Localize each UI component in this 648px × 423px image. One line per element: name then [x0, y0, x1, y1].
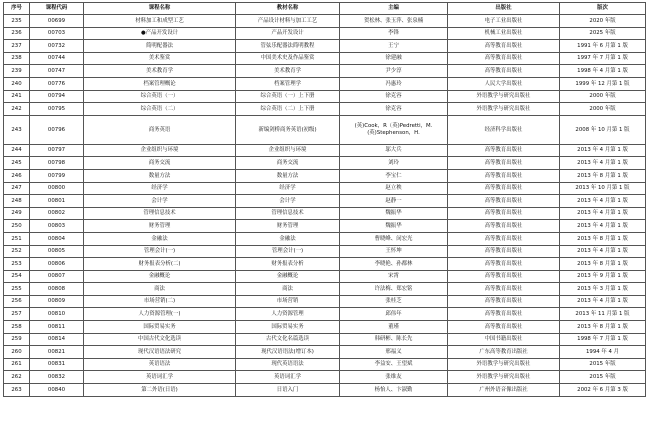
cell-editor: (英)Cook，R（英)Pedretti，M.(英)Stephenson，H. [340, 115, 448, 144]
cell-index: 236 [4, 27, 30, 40]
cell-textbook-name: 财务管理 [236, 220, 340, 233]
cell-editor: 董瑾 [340, 321, 448, 334]
cell-textbook-name: 金融法 [236, 232, 340, 245]
cell-index: 250 [4, 220, 30, 233]
cell-editor: 王怀坤 [340, 245, 448, 258]
textbook-table [3, 2, 646, 397]
cell-publisher: 广州外语音像出版社 [448, 384, 560, 397]
cell-textbook-name: 管理信息技术 [236, 207, 340, 220]
cell-publisher: 高等教育出版社 [448, 157, 560, 170]
cell-publisher: 高等教育出版社 [448, 245, 560, 258]
cell-index: 263 [4, 384, 30, 397]
cell-textbook-name: 新编剑桥商务英语(初级) [236, 115, 340, 144]
table-row [4, 283, 646, 296]
cell-publisher: 中国书籍出版社 [448, 333, 560, 346]
header-textbook-name: 教材名称 [236, 3, 340, 15]
cell-publisher: 人民大学出版社 [448, 77, 560, 90]
cell-edition: 2013 年 4 月第 1 版 [560, 195, 646, 208]
cell-course-code: 00797 [30, 144, 84, 157]
cell-publisher: 高等教育出版社 [448, 283, 560, 296]
cell-course-code: 00796 [30, 115, 84, 144]
cell-edition: 2013 年 8 月第 1 版 [560, 232, 646, 245]
cell-publisher: 外语教学与研究出版社 [448, 90, 560, 103]
cell-course-name: 档案管理概论 [84, 77, 236, 90]
cell-textbook-name: 美术教育学 [236, 65, 340, 78]
cell-index: 235 [4, 15, 30, 28]
cell-editor: 赵立秧 [340, 182, 448, 195]
cell-textbook-name: 金融概论 [236, 270, 340, 283]
cell-index: 251 [4, 232, 30, 245]
cell-edition: 2015 年版 [560, 371, 646, 384]
cell-textbook-name: 英语词汇学 [236, 371, 340, 384]
cell-course-name: 第二外语(日语) [84, 384, 236, 397]
cell-course-name: 中国古代文化选读 [84, 333, 236, 346]
cell-index: 252 [4, 245, 30, 258]
cell-course-code: 00703 [30, 27, 84, 40]
cell-course-name: 管理会计(一) [84, 245, 236, 258]
cell-editor: 韩研彬、陈长先 [340, 333, 448, 346]
cell-editor: 邬大兵 [340, 144, 448, 157]
table-row [4, 195, 646, 208]
cell-index: 239 [4, 65, 30, 78]
cell-editor: 赵静一 [340, 195, 448, 208]
cell-course-name: 经济学 [84, 182, 236, 195]
table-row [4, 182, 646, 195]
cell-editor: 李晓艳、孙都林 [340, 258, 448, 271]
cell-textbook-name: 会计学 [236, 195, 340, 208]
cell-index: 249 [4, 207, 30, 220]
table-row [4, 270, 646, 283]
cell-index: 258 [4, 321, 30, 334]
header-index: 序号 [4, 3, 30, 15]
cell-textbook-name: 商法 [236, 283, 340, 296]
cell-index: 259 [4, 333, 30, 346]
cell-publisher: 高等教育出版社 [448, 65, 560, 78]
cell-editor: 刘玲 [340, 157, 448, 170]
table-header-row [4, 3, 646, 15]
cell-course-name: 金融法 [84, 232, 236, 245]
cell-edition: 1999 年 12 月第 1 版 [560, 77, 646, 90]
cell-edition: 2002 年 6 月第 3 版 [560, 384, 646, 397]
cell-index: 262 [4, 371, 30, 384]
table-row [4, 15, 646, 28]
table-row [4, 103, 646, 116]
cell-course-code: 00699 [30, 15, 84, 28]
table-row [4, 90, 646, 103]
cell-edition: 2013 年 9 月第 1 版 [560, 270, 646, 283]
cell-publisher: 高等教育出版社 [448, 207, 560, 220]
cell-index: 241 [4, 90, 30, 103]
cell-textbook-name: 人力资源管理 [236, 308, 340, 321]
cell-course-name: 英语语法 [84, 358, 236, 371]
table-row [4, 65, 646, 78]
cell-course-code: 00809 [30, 295, 84, 308]
cell-textbook-name: 古代文化名篇选读 [236, 333, 340, 346]
cell-course-code: 00810 [30, 308, 84, 321]
table-row [4, 258, 646, 271]
cell-course-code: 00808 [30, 283, 84, 296]
cell-index: 260 [4, 346, 30, 359]
cell-editor: 邱伟年 [340, 308, 448, 321]
cell-index: 257 [4, 308, 30, 321]
cell-course-code: 00840 [30, 384, 84, 397]
cell-index: 238 [4, 52, 30, 65]
table-row [4, 371, 646, 384]
cell-edition: 2013 年 10 月第 1 版 [560, 182, 646, 195]
cell-course-name: 综合英语（一） [84, 90, 236, 103]
cell-course-name: 会计学 [84, 195, 236, 208]
cell-course-name: 现代汉语语法研究 [84, 346, 236, 359]
table-row [4, 115, 646, 144]
cell-editor: 徐建融 [340, 52, 448, 65]
cell-editor: 邢福义 [340, 346, 448, 359]
cell-textbook-name: 现代汉语语法(增订本) [236, 346, 340, 359]
cell-course-code: 00798 [30, 157, 84, 170]
cell-edition: 2008 年 10 月第 1 版 [560, 115, 646, 144]
header-editor: 主编 [340, 3, 448, 15]
cell-textbook-name: 国际贸易实务 [236, 321, 340, 334]
cell-editor: 李锋 [340, 27, 448, 40]
cell-editor: 宋霄 [340, 270, 448, 283]
table-row [4, 358, 646, 371]
table-row [4, 232, 646, 245]
cell-textbook-name: 经济学 [236, 182, 340, 195]
cell-course-code: 00831 [30, 358, 84, 371]
cell-publisher: 高等教育出版社 [448, 308, 560, 321]
cell-edition: 2013 年 4 月第 1 版 [560, 207, 646, 220]
cell-editor: 张桂芝 [340, 295, 448, 308]
table-row [4, 40, 646, 53]
cell-publisher: 高等教育出版社 [448, 321, 560, 334]
cell-editor: 魏振华 [340, 207, 448, 220]
cell-course-name: 商务英语 [84, 115, 236, 144]
cell-editor: 贺松林、张玉萍、张泉楠 [340, 15, 448, 28]
cell-textbook-name: 综合英语（一）上下册 [236, 90, 340, 103]
cell-course-code: 00814 [30, 333, 84, 346]
cell-edition: 2013 年 4 月第 1 版 [560, 245, 646, 258]
cell-editor: 魏振华 [340, 220, 448, 233]
cell-editor: 李宝仁 [340, 169, 448, 182]
cell-index: 248 [4, 195, 30, 208]
cell-edition: 2013 年 4 月第 1 版 [560, 295, 646, 308]
table-row [4, 169, 646, 182]
cell-editor: 徐克容 [340, 103, 448, 116]
cell-index: 256 [4, 295, 30, 308]
cell-textbook-name: 档案管理学 [236, 77, 340, 90]
cell-editor: 杨怡人、卞淑勤 [340, 384, 448, 397]
table-row [4, 333, 646, 346]
cell-course-code: 00803 [30, 220, 84, 233]
cell-publisher: 高等教育出版社 [448, 295, 560, 308]
cell-course-code: 00821 [30, 346, 84, 359]
cell-editor: 王宁 [340, 40, 448, 53]
cell-course-code: 00801 [30, 195, 84, 208]
cell-index: 255 [4, 283, 30, 296]
cell-editor: 徐克容 [340, 90, 448, 103]
cell-edition: 2013 年 4 月第 1 版 [560, 157, 646, 170]
cell-textbook-name: 中国美术史及作品鉴赏 [236, 52, 340, 65]
cell-course-name: 财务管理 [84, 220, 236, 233]
cell-textbook-name: 管理会计(一) [236, 245, 340, 258]
cell-index: 242 [4, 103, 30, 116]
cell-editor: 李益安、王望斌 [340, 358, 448, 371]
cell-textbook-name: 数量方法 [236, 169, 340, 182]
table-row [4, 384, 646, 397]
cell-course-name: 商法 [84, 283, 236, 296]
header-course-name: 课程名称 [84, 3, 236, 15]
header-publisher: 出版社 [448, 3, 560, 15]
cell-course-name: 人力资源管理(一) [84, 308, 236, 321]
cell-index: 246 [4, 169, 30, 182]
cell-publisher: 外语教学与研究出版社 [448, 358, 560, 371]
table-body [4, 15, 646, 397]
cell-editor: 曹晓峰、闵宏光 [340, 232, 448, 245]
cell-publisher: 外语教学与研究出版社 [448, 371, 560, 384]
table-row [4, 27, 646, 40]
table-row [4, 321, 646, 334]
cell-index: 253 [4, 258, 30, 271]
cell-publisher: 外语教学与研究出版社 [448, 103, 560, 116]
cell-publisher: 高等教育出版社 [448, 258, 560, 271]
table-row [4, 77, 646, 90]
cell-course-name: 综合英语（二） [84, 103, 236, 116]
cell-textbook-name: 产品设计材料与加工工艺 [236, 15, 340, 28]
table-row [4, 207, 646, 220]
cell-textbook-name: 现代英语语法 [236, 358, 340, 371]
cell-course-code: 00800 [30, 182, 84, 195]
cell-course-name: 英语词汇学 [84, 371, 236, 384]
cell-course-name: ●产品开发设计 [84, 27, 236, 40]
cell-course-name: 数量方法 [84, 169, 236, 182]
cell-publisher: 高等教育出版社 [448, 195, 560, 208]
cell-edition: 1998 年 4 月第 1 版 [560, 65, 646, 78]
cell-textbook-name: 日语入门 [236, 384, 340, 397]
table-row [4, 52, 646, 65]
cell-course-name: 材料加工和成型工艺 [84, 15, 236, 28]
cell-edition: 2013 年 8 月第 1 版 [560, 321, 646, 334]
cell-edition: 1994 年 4 月 [560, 346, 646, 359]
cell-course-name: 管理信息技术 [84, 207, 236, 220]
cell-edition: 2013 年 4 月第 1 版 [560, 144, 646, 157]
cell-edition: 2013 年 8 月第 1 版 [560, 169, 646, 182]
cell-edition: 1991 年 6 月第 1 版 [560, 40, 646, 53]
cell-course-code: 00799 [30, 169, 84, 182]
cell-textbook-name: 企业组织与环境 [236, 144, 340, 157]
cell-course-name: 市场营销(二) [84, 295, 236, 308]
cell-course-name: 财务报表分析(二) [84, 258, 236, 271]
header-edition: 版次 [560, 3, 646, 15]
cell-editor: 张维友 [340, 371, 448, 384]
cell-publisher: 高等教育出版社 [448, 220, 560, 233]
cell-publisher: 机械工业出版社 [448, 27, 560, 40]
cell-course-code: 00794 [30, 90, 84, 103]
header-course-code: 课程代码 [30, 3, 84, 15]
cell-textbook-name: 产品开发设计 [236, 27, 340, 40]
cell-publisher: 高等教育出版社 [448, 144, 560, 157]
table-row [4, 245, 646, 258]
cell-publisher: 电子工业出版社 [448, 15, 560, 28]
cell-course-code: 00732 [30, 40, 84, 53]
cell-course-code: 00776 [30, 77, 84, 90]
cell-index: 261 [4, 358, 30, 371]
cell-textbook-name: 商务交流 [236, 157, 340, 170]
cell-publisher: 广东高等教育出版社 [448, 346, 560, 359]
cell-course-name: 美术教育学 [84, 65, 236, 78]
cell-edition: 2000 年版 [560, 103, 646, 116]
cell-textbook-name: 综合英语（二）上下册 [236, 103, 340, 116]
cell-course-code: 00804 [30, 232, 84, 245]
cell-edition: 2013 年 11 月第 1 版 [560, 308, 646, 321]
cell-index: 245 [4, 157, 30, 170]
table-row [4, 295, 646, 308]
cell-publisher: 高等教育出版社 [448, 182, 560, 195]
cell-textbook-name: 市场营销 [236, 295, 340, 308]
table-row [4, 144, 646, 157]
table-row [4, 308, 646, 321]
cell-textbook-name: 管弦乐配器法简明教程 [236, 40, 340, 53]
cell-course-name: 商务交流 [84, 157, 236, 170]
cell-index: 247 [4, 182, 30, 195]
cell-course-code: 00806 [30, 258, 84, 271]
cell-publisher: 高等教育出版社 [448, 232, 560, 245]
cell-index: 254 [4, 270, 30, 283]
cell-edition: 2000 年版 [560, 90, 646, 103]
cell-index: 240 [4, 77, 30, 90]
cell-course-code: 00744 [30, 52, 84, 65]
cell-course-name: 美术鉴赏 [84, 52, 236, 65]
cell-edition: 2013 年 8 月第 1 版 [560, 258, 646, 271]
cell-edition: 2015 年版 [560, 358, 646, 371]
cell-course-code: 00802 [30, 207, 84, 220]
cell-index: 244 [4, 144, 30, 157]
cell-textbook-name: 财务报表分析 [236, 258, 340, 271]
cell-course-name: 企业组织与环境 [84, 144, 236, 157]
cell-publisher: 高等教育出版社 [448, 169, 560, 182]
cell-edition: 2020 年版 [560, 15, 646, 28]
cell-course-code: 00832 [30, 371, 84, 384]
cell-editor: 尹少淳 [340, 65, 448, 78]
cell-editor: 冯惠玲 [340, 77, 448, 90]
cell-edition: 1998 年 7 月第 1 版 [560, 333, 646, 346]
cell-edition: 2013 年 3 月第 1 版 [560, 283, 646, 296]
cell-course-name: 简明配器法 [84, 40, 236, 53]
cell-course-code: 00747 [30, 65, 84, 78]
cell-course-code: 00807 [30, 270, 84, 283]
cell-publisher: 高等教育出版社 [448, 270, 560, 283]
cell-publisher: 高等教育出版社 [448, 52, 560, 65]
cell-course-name: 金融概论 [84, 270, 236, 283]
cell-course-code: 00811 [30, 321, 84, 334]
cell-editor: 许法梅、郑宏铭 [340, 283, 448, 296]
cell-edition: 1997 年 7 月第 1 版 [560, 52, 646, 65]
cell-edition: 2025 年版 [560, 27, 646, 40]
cell-course-name: 国际贸易实务 [84, 321, 236, 334]
cell-publisher: 经济科学出版社 [448, 115, 560, 144]
cell-publisher: 高等教育出版社 [448, 40, 560, 53]
cell-edition: 2013 年 4 月第 1 版 [560, 220, 646, 233]
cell-course-code: 00805 [30, 245, 84, 258]
cell-course-code: 00795 [30, 103, 84, 116]
table-row [4, 157, 646, 170]
table-row [4, 346, 646, 359]
cell-index: 237 [4, 40, 30, 53]
table-row [4, 220, 646, 233]
cell-index: 243 [4, 115, 30, 144]
